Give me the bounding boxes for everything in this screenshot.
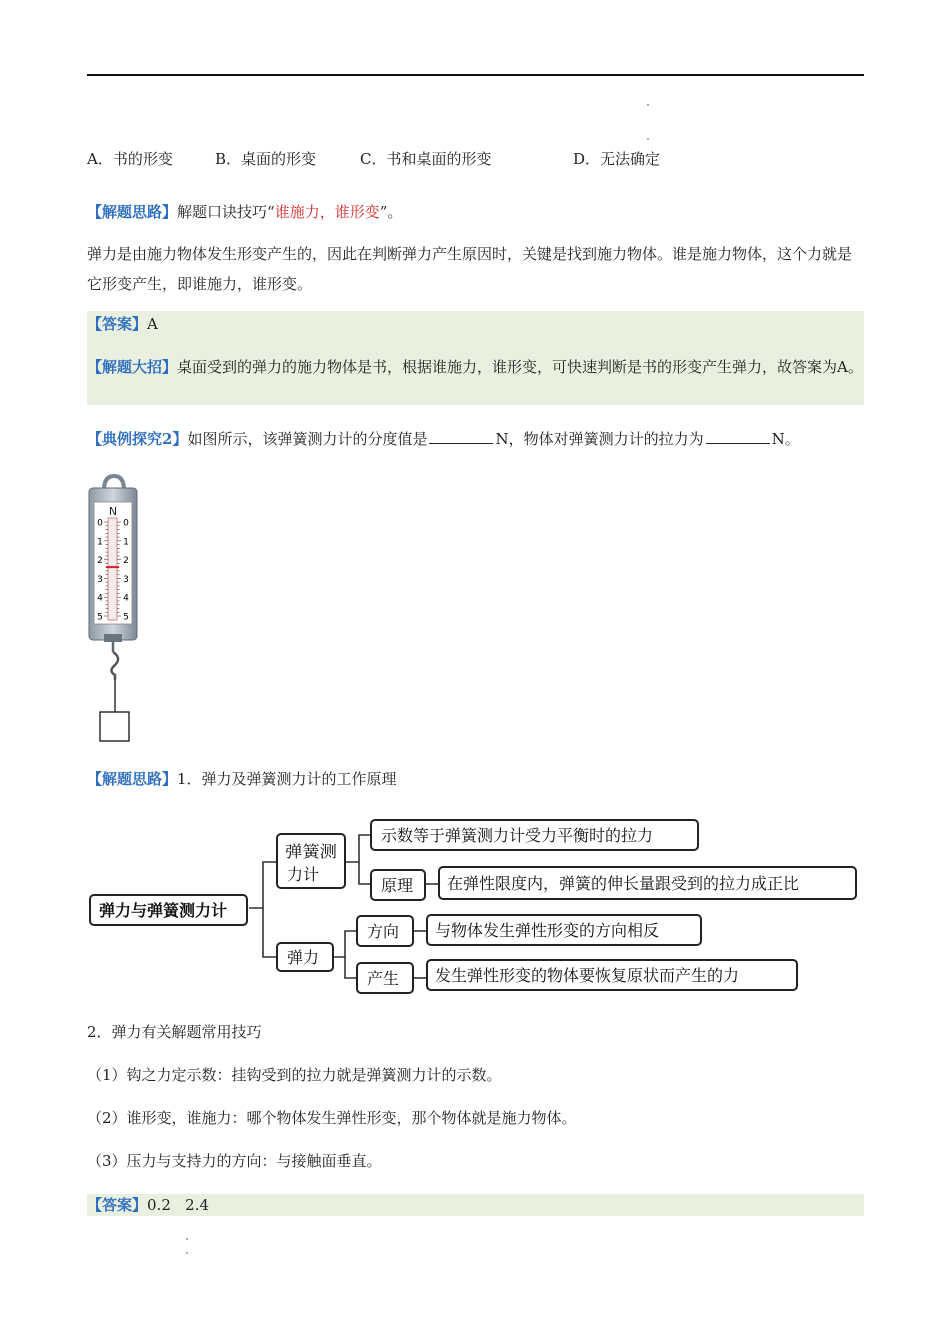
q1-trick [87,352,865,382]
mm-root: 弹力与弹簧测力计 [99,901,228,920]
thinking-tag: 【解题思路】 [87,203,178,221]
q2-text-c: N。 [771,430,800,448]
tick-label-left: 2 [97,556,103,567]
thinking-post: ”。 [379,203,403,221]
mind-map [87,812,862,998]
q2-thinking-title: 1．弹力及弹簧测力计的工作原理 [177,770,397,788]
stray-dot [647,104,649,106]
trick-text: 桌面受到的弹力的施力物体是书，根据谁施力，谁形变，可快速判断是书的形变产生弹力，故答案为A。 [177,358,863,376]
stray-dot [186,1238,188,1240]
mm-branch2: 弹力 [287,948,320,967]
thinking-mnemonic: 谁施力，谁形变 [274,203,380,221]
stray-dot [647,138,649,140]
spring-scale-figure [84,472,144,747]
tick-label-right: 0 [123,518,129,529]
trick-tag: 【解题大招】 [87,358,178,376]
option-b: B．桌面的形变 [215,150,317,168]
final-answer [87,1194,209,1216]
tip-1: （1）钩之力定示数：挂钩受到的拉力就是弹簧测力计的示数。 [87,1066,502,1084]
q1-answer [87,313,158,335]
mm-b1-sub-leaf: 在弹性限度内，弹簧的伸长量跟受到的拉力成正比 [447,874,800,893]
answer-options [87,148,867,170]
tick-label-left: 3 [97,574,103,585]
mm-b1-sub: 原理 [381,876,414,895]
q2-text-b: N，物体对弹簧测力计的拉力为 [495,430,704,448]
hanging-block [100,712,129,741]
tips-title: 2．弹力有关解题常用技巧 [87,1023,262,1041]
tip-3: （3）压力与支持力的方向：与接触面垂直。 [87,1152,382,1170]
tick-label-right: 5 [123,612,129,623]
hook-icon [112,652,119,680]
scale-unit-label: N [108,505,118,518]
mm-b2-sub2-leaf: 发生弹性形变的物体要恢复原状而产生的力 [435,966,740,985]
mm-branch1-line1: 弹簧测 [285,842,337,861]
answer-tag: 【答案】 [87,315,148,333]
final-answer-tag: 【答案】 [87,1196,148,1214]
option-a: A．书的形变 [87,150,173,168]
tick-label-left: 0 [97,518,103,529]
tick-label-right: 3 [123,574,129,585]
tick-label-left: 1 [97,537,103,548]
option-d: D．无法确定 [573,150,661,168]
blank-1[interactable] [429,429,493,444]
mm-branch1-line2: 力计 [286,865,320,884]
scale-bottom [104,634,122,642]
spring-tube [108,518,117,620]
tick-label-right: 2 [123,556,129,567]
q2-text-a: 如图所示，该弹簧测力计的分度值是 [187,430,428,448]
tick-label-left: 4 [97,593,103,604]
tick-label-right: 1 [123,537,129,548]
header-rule [87,74,864,76]
mm-b1-leaf1: 示数等于弹簧测力计受力平衡时的拉力 [381,826,654,845]
answer-value: A [147,315,158,333]
thinking-pre: 解题口诀技巧“ [177,203,275,221]
mm-b2-sub2: 产生 [367,969,400,988]
q1-thinking [87,201,402,223]
q2-tag: 【典例探究2】 [87,430,188,448]
tick-label-left: 5 [97,612,103,623]
q2-thinking [87,768,397,790]
tick-label-right: 4 [123,593,129,604]
q2-thinking-tag: 【解题思路】 [87,770,178,788]
mm-b2-sub1: 方向 [367,922,400,941]
mm-b2-sub1-leaf: 与物体发生弹性形变的方向相反 [435,921,660,940]
q1-explanation: 弹力是由施力物体发生形变产生的，因此在判断弹力产生原因时，关键是找到施力物体。谁是施力物体，这个力就是它形变产生，即谁施力，谁形变。 [87,245,853,293]
final-answer-text: 0.2 2.4 [147,1196,210,1214]
option-c: C．书和桌面的形变 [360,150,492,168]
blank-2[interactable] [706,429,770,444]
stray-dot [186,1252,188,1254]
tip-2: （2）谁形变，谁施力：哪个物体发生弹性形变，那个物体就是施力物体。 [87,1109,577,1127]
q2-question [87,428,800,450]
scale-pointer [106,566,119,568]
